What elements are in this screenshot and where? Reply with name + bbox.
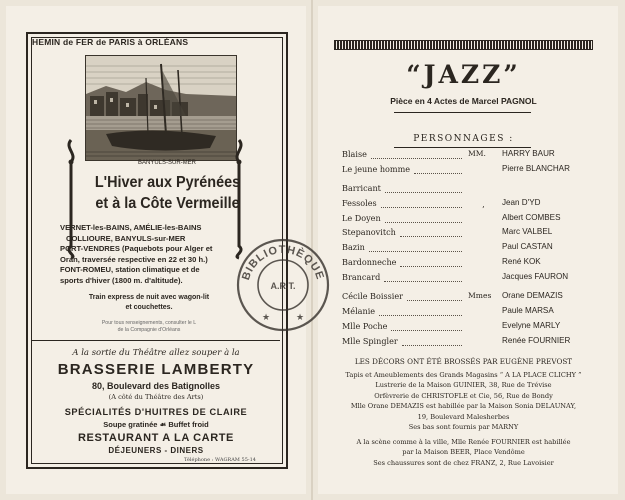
divider: [32, 340, 280, 341]
leader-dots: [402, 344, 462, 346]
credit-line: Tapis et Ameublements des Grands Magasins “ A LA PLACE CLICHY ”: [345, 370, 582, 379]
banyuls-engraving: [85, 55, 237, 161]
headline-line: et à la Côte Vermeille: [95, 195, 240, 212]
resort-line: PORT-VENDRES (Paquebots pour Alger et: [60, 244, 213, 254]
credit-line: par la Maison BEER, Place Vendôme: [402, 448, 525, 456]
character-name: Barricant: [342, 182, 381, 193]
brasserie-address: 80, Boulevard des Batignolles: [91, 381, 221, 391]
train-note: [60, 293, 238, 314]
soupe-line: Soupe gratinée ☙ Buffet froid: [103, 420, 209, 429]
sortie-line: A la sortie du Théâtre allez souper à la: [72, 348, 240, 358]
railway-company-heading: HEMIN de FER de PARIS à ORLÉANS: [32, 37, 189, 47]
leader-dots: [384, 280, 462, 282]
resort-list: [60, 223, 238, 334]
info-note: [60, 320, 238, 334]
cast-row: [342, 183, 592, 198]
headline: [77, 172, 258, 214]
character-name: Bardonneche: [342, 257, 397, 268]
leader-dots: [379, 314, 462, 316]
actor-name: Pierre BLANCHAR: [502, 163, 570, 173]
train-note-line: Train express de nuit avec wagon-lit: [88, 293, 210, 301]
character-name: Brancard: [342, 272, 381, 283]
headline-line: L'Hiver aux Pyrénées: [94, 174, 241, 191]
cast-row: [342, 321, 592, 336]
resort-line: sports d'hiver (1800 m. d'altitude).: [60, 275, 183, 285]
resort-line: FONT-ROMEU, station climatique et de: [60, 265, 200, 275]
stamp-star-icon: ★: [296, 313, 305, 323]
cast-prefix: Mmes: [468, 291, 492, 301]
leader-dots: [400, 235, 462, 237]
cast-row: [342, 149, 592, 164]
leader-dots: [414, 172, 462, 174]
cast-row: [342, 242, 592, 257]
character-name: Cécile Boissier: [342, 291, 404, 302]
cast-row: [342, 198, 592, 213]
credit-line: Mlle Orane DEMAZIS est habillée par la Maison Sonia DELAUNAY,: [350, 402, 577, 410]
play-subtitle: Pièce en 4 Actes de Marcel PAGNOL: [390, 96, 537, 106]
credit-line: Orfèvrerie de CHRISTOFLE et Cie, 56, Rue de Bondy: [374, 391, 553, 400]
cast-row: [342, 227, 592, 242]
character-name: Fessoles: [342, 197, 377, 208]
credit-line: Lustrerie de la Maison GUINIER, 38, Rue de Trévise: [375, 381, 552, 389]
resort-line: Oran, traversée respective en 22 et 30 h.): [60, 254, 208, 264]
character-name: Stepanovitch: [342, 227, 396, 238]
brace-mark: ’: [482, 204, 485, 214]
cast-row: [342, 336, 592, 351]
leader-dots: [385, 221, 462, 223]
credits: [334, 357, 593, 468]
title-rule: [394, 112, 531, 113]
restaurant-line: RESTAURANT A LA CARTE: [78, 432, 234, 444]
leader-dots: [385, 191, 462, 193]
credit-line: Ses bas sont fournis par MARNY: [408, 423, 519, 431]
character-name: Mlle Poche: [342, 320, 388, 331]
actor-name: Jean D'YD: [502, 197, 541, 207]
address-note: (A côté du Théâtre des Arts): [108, 393, 204, 401]
cast-list: [342, 149, 592, 351]
character-name: Blaise: [342, 149, 367, 159]
actor-name: Albert COMBES: [502, 212, 561, 222]
resort-line: VERNET-les-BAINS, AMÉLIE-les-BAINS: [60, 223, 202, 232]
play-title: “JAZZ”: [406, 60, 521, 89]
cast-row: [342, 257, 592, 272]
actor-name: René KOK: [502, 257, 541, 267]
actor-name: Paul CASTAN: [502, 242, 553, 252]
actor-name: Marc VALBEL: [502, 227, 553, 237]
svg-text:BIBLIOTHÈQUE: [240, 244, 326, 282]
stamp-center-text: A.R.T.: [270, 281, 296, 291]
specialites-line: SPÉCIALITÉS D'HUITRES DE CLAIRE: [64, 407, 248, 417]
info-note-line: Pour tous renseignements, consulter le L: [101, 319, 197, 326]
ornamental-bar: [334, 40, 593, 50]
credit-line: Ses chaussures sont de chez FRANZ, 2, Rue Lavoisier: [373, 458, 554, 467]
telephone-line: Téléphone : WAGRAM 55-14: [184, 457, 256, 463]
leader-dots: [369, 250, 462, 252]
resort-line: COLLIOURE, BANYULS-sur-MER: [66, 233, 186, 243]
train-note-line: et couchettes.: [125, 304, 173, 312]
cast-row: [342, 306, 592, 321]
character-name: Mélanie: [342, 305, 376, 316]
actor-name: Jacques FAURON: [502, 272, 569, 282]
credit-line: A la scène comme à la ville, Mlle Renée FOURNIER est habillée: [356, 437, 571, 446]
credit-line: 19, Boulevard Malesherbes: [417, 412, 510, 421]
library-stamp: [234, 236, 332, 334]
stamp-arc-text: BIBLIOTHÈQUE: [239, 243, 327, 282]
cast-row: [342, 164, 592, 179]
cast-prefix: MM.: [468, 149, 486, 158]
cast-row: [342, 291, 592, 306]
dejeuners-line: DÉJEUNERS - DINERS: [108, 446, 204, 455]
actor-name: Orane DEMAZIS: [502, 291, 563, 301]
brasserie-name: BRASSERIE LAMBERTY: [57, 361, 255, 378]
leader-dots: [381, 206, 462, 208]
leader-dots: [391, 329, 462, 331]
personnages-heading: PERSONNAGES :: [413, 134, 514, 144]
credit-line: LES DÉCORS ONT ÉTÉ BROSSÉS PAR EUGÈNE PREVOST: [354, 357, 573, 366]
cast-row: [342, 213, 592, 228]
character-name: Le Doyen: [342, 212, 381, 223]
cast-row: [342, 272, 592, 287]
personnages-rule: [394, 147, 531, 148]
engraving-caption: BANYULS-SUR-MER: [137, 160, 196, 166]
leader-dots: [400, 265, 462, 267]
character-name: Le jeune homme: [342, 163, 411, 174]
stamp-star-icon: ★: [262, 313, 271, 323]
leader-dots: [407, 299, 462, 301]
character-name: Mlle Spingler: [342, 335, 398, 346]
character-name: Bazin: [342, 242, 365, 253]
info-note-line: de la Compagnie d'Orléans: [117, 326, 181, 333]
leader-dots: [371, 157, 462, 159]
actor-name: Paule MARSA: [502, 305, 554, 315]
actor-name: Renée FOURNIER: [502, 335, 571, 345]
actor-name: Evelyne MARLY: [502, 320, 561, 330]
actor-name: HARRY BAUR: [502, 149, 555, 158]
